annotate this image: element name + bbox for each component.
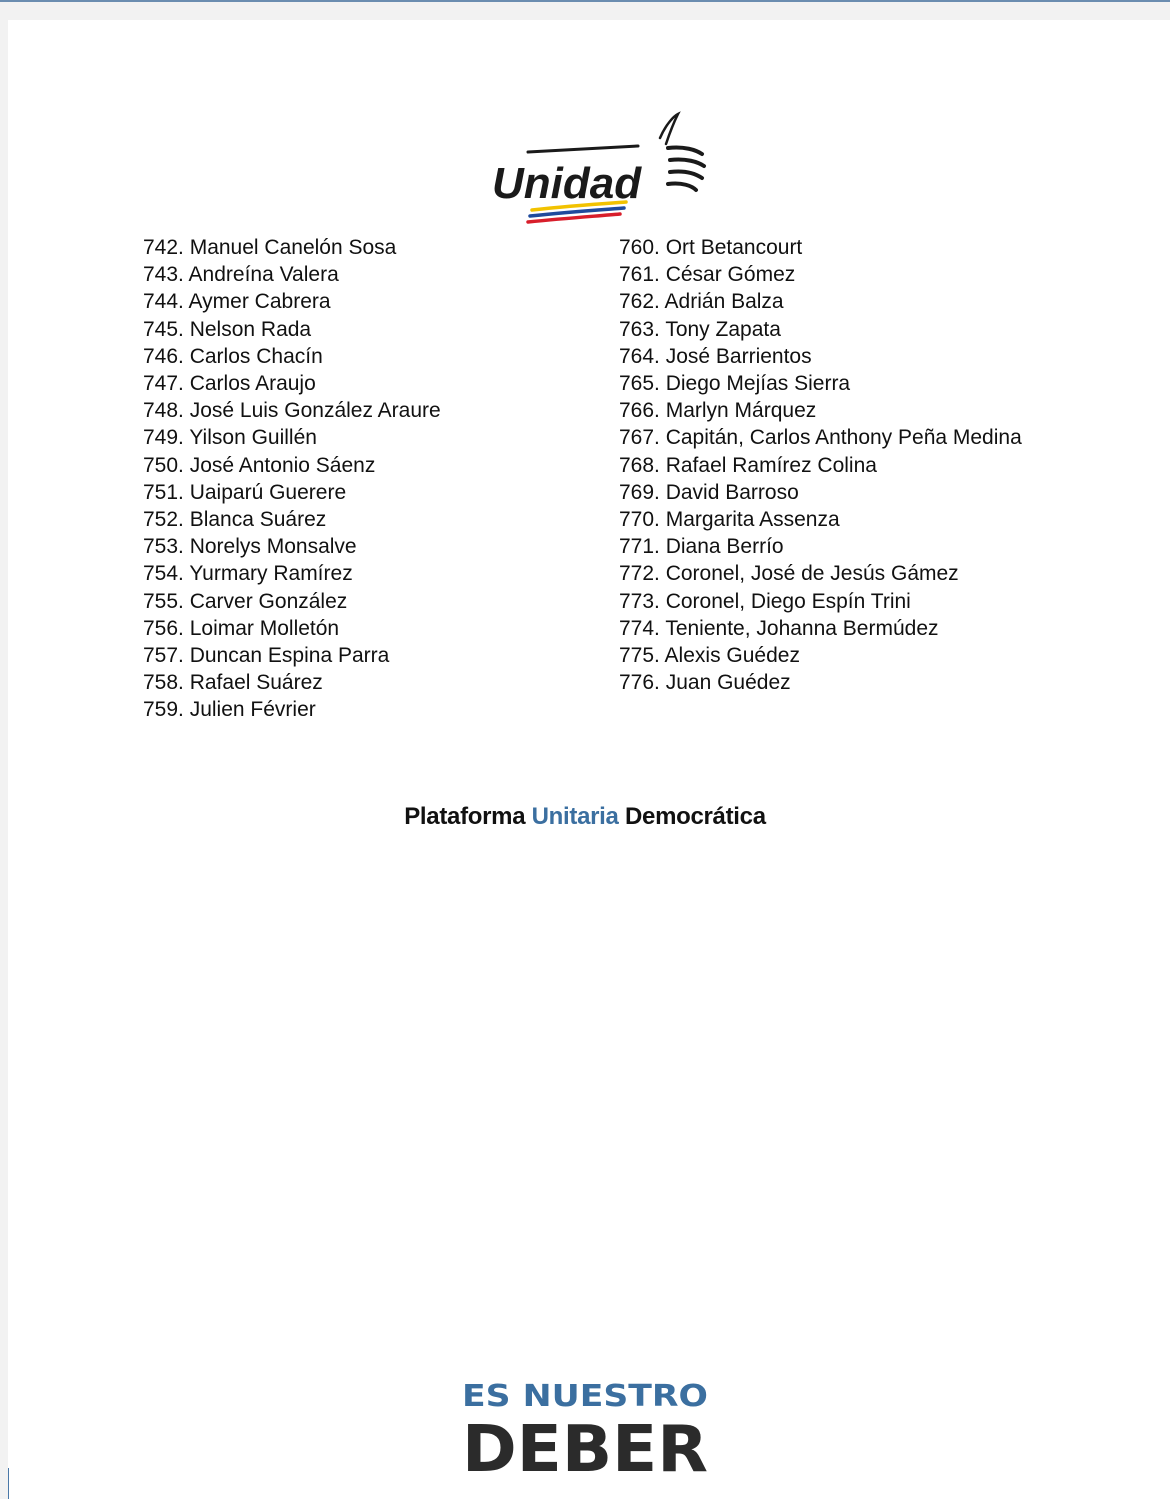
list-item: 749. Yilson Guillén	[143, 426, 317, 450]
list-item: 757. Duncan Espina Parra	[143, 644, 390, 668]
logo-wordmark: Unidad	[492, 159, 642, 208]
left-edge-marker	[8, 1468, 9, 1499]
member-list-right	[619, 234, 1026, 696]
list-item: 771. Diana Berrío	[619, 535, 784, 559]
list-item: 766. Marlyn Márquez	[619, 399, 817, 423]
list-item: 756. Loimar Molletón	[143, 616, 340, 640]
unidad-logo	[488, 110, 718, 230]
list-item: 747. Carlos Araujo	[143, 372, 316, 396]
unidad-logo-graphic	[488, 110, 718, 230]
list-item: 759. Julien Février	[143, 698, 316, 722]
platform-title-accent: Unitaria	[531, 803, 619, 830]
list-item: 764. José Barrientos	[619, 344, 812, 368]
list-item: 775. Alexis Guédez	[619, 644, 800, 668]
list-item: 753. Norelys Monsalve	[143, 535, 357, 559]
list-item: 755. Carver González	[143, 589, 348, 613]
list-item: 772. Coronel, José de Jesús Gámez	[619, 562, 959, 586]
list-item: 770. Margarita Assenza	[619, 508, 840, 532]
list-item: 743. Andreína Valera	[143, 263, 339, 287]
member-list-left	[143, 234, 563, 724]
list-item: 744. Aymer Cabrera	[143, 290, 331, 314]
list-item: 761. César Gómez	[619, 263, 796, 287]
list-item: 752. Blanca Suárez	[143, 508, 327, 532]
list-item: 762. Adrián Balza	[619, 290, 784, 314]
list-item: 745. Nelson Rada	[143, 317, 312, 341]
list-item: 776. Juan Guédez	[619, 671, 791, 695]
slogan-line1: ES NUESTRO	[462, 1379, 708, 1414]
list-item: 767. Capitán, Carlos Anthony Peña Medina	[619, 426, 1022, 450]
list-item: 751. Uaiparú Guerere	[143, 480, 347, 504]
slogan-line2: DEBER	[462, 1413, 708, 1478]
platform-title	[0, 803, 1170, 831]
list-item: 768. Rafael Ramírez Colina	[619, 453, 877, 477]
list-item: 750. José Antonio Sáenz	[143, 453, 376, 477]
platform-title-part1: Plataforma	[404, 803, 526, 830]
list-item: 769. David Barroso	[619, 480, 799, 504]
list-item: 763. Tony Zapata	[619, 317, 781, 341]
slogan-logo	[450, 1378, 720, 1478]
list-item: 760. Ort Betancourt	[619, 236, 803, 259]
top-border	[0, 0, 1170, 2]
platform-title-part3: Democrática	[624, 803, 766, 830]
list-item: 774. Teniente, Johanna Bermúdez	[619, 616, 939, 640]
list-item: 742. Manuel Canelón Sosa	[143, 236, 397, 259]
list-item: 758. Rafael Suárez	[143, 671, 323, 695]
list-item: 754. Yurmary Ramírez	[143, 562, 353, 586]
list-item: 765. Diego Mejías Sierra	[619, 372, 851, 396]
list-item: 746. Carlos Chacín	[143, 344, 323, 368]
list-item: 748. José Luis González Araure	[143, 399, 441, 423]
slogan-graphic	[450, 1378, 720, 1478]
list-item: 773. Coronel, Diego Espín Trini	[619, 589, 911, 613]
